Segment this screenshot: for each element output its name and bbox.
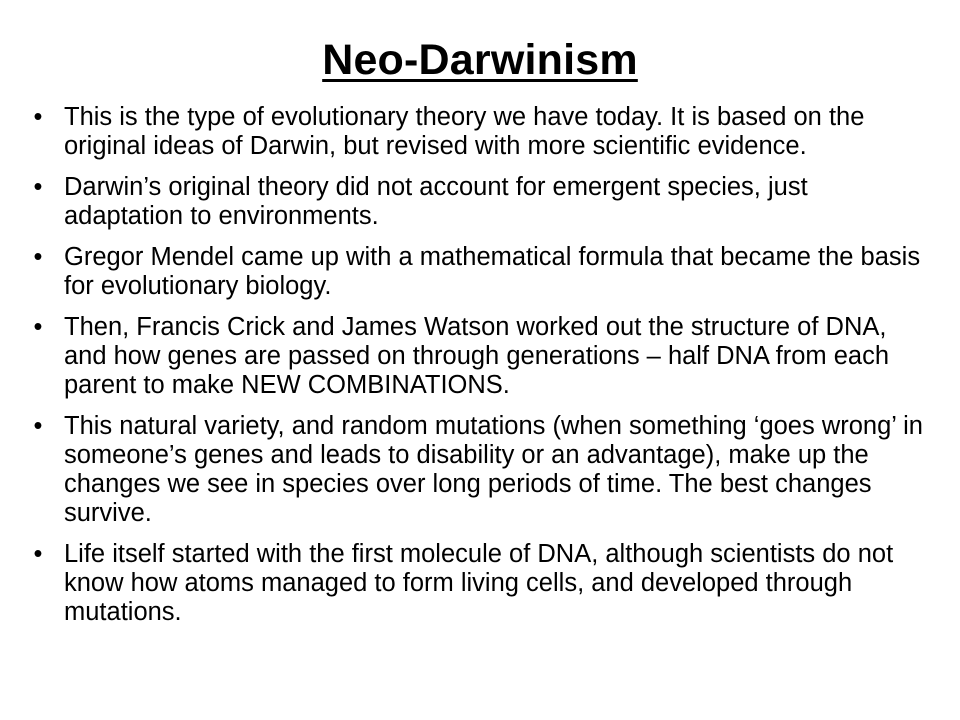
bullet-icon: •: [33, 243, 43, 271]
bullet-text: Darwin’s original theory did not account for emergent species, just adaptation to environments.: [64, 173, 808, 230]
bullet-text: This natural variety, and random mutations (when something ‘goes wrong’ in someone’s genes and leads to disability or an advantage), make up the changes we see in species over long periods of time. The best changes survive.: [64, 412, 923, 527]
bullet-text: Life itself started with the first molecule of DNA, although scientists do not know how atoms managed to form living cells, and developed through mutations.: [64, 540, 894, 626]
bullet-icon: •: [33, 173, 43, 201]
bullet-item: [0, 243, 960, 301]
bullet-item: [0, 173, 960, 231]
bullet-item: [0, 313, 960, 400]
bullet-item: [0, 412, 960, 528]
bullet-item: [0, 540, 960, 627]
bullet-list: [0, 103, 960, 639]
bullet-icon: •: [33, 540, 43, 568]
bullet-icon: •: [33, 412, 43, 440]
bullet-item: [0, 103, 960, 161]
bullet-icon: •: [33, 313, 43, 341]
bullet-text: Then, Francis Crick and James Watson worked out the structure of DNA, and how genes are passed on through generations – half DNA from each parent to make NEW COMBINATIONS.: [64, 313, 890, 399]
bullet-text: Gregor Mendel came up with a mathematical formula that became the basis for evolutionary biology.: [64, 243, 921, 300]
bullet-icon: •: [33, 103, 43, 131]
bullet-text: This is the type of evolutionary theory we have today. It is based on the original ideas of Darwin, but revised with more scientific evidence.: [64, 103, 865, 160]
slide-title: Neo-Darwinism: [322, 36, 638, 84]
